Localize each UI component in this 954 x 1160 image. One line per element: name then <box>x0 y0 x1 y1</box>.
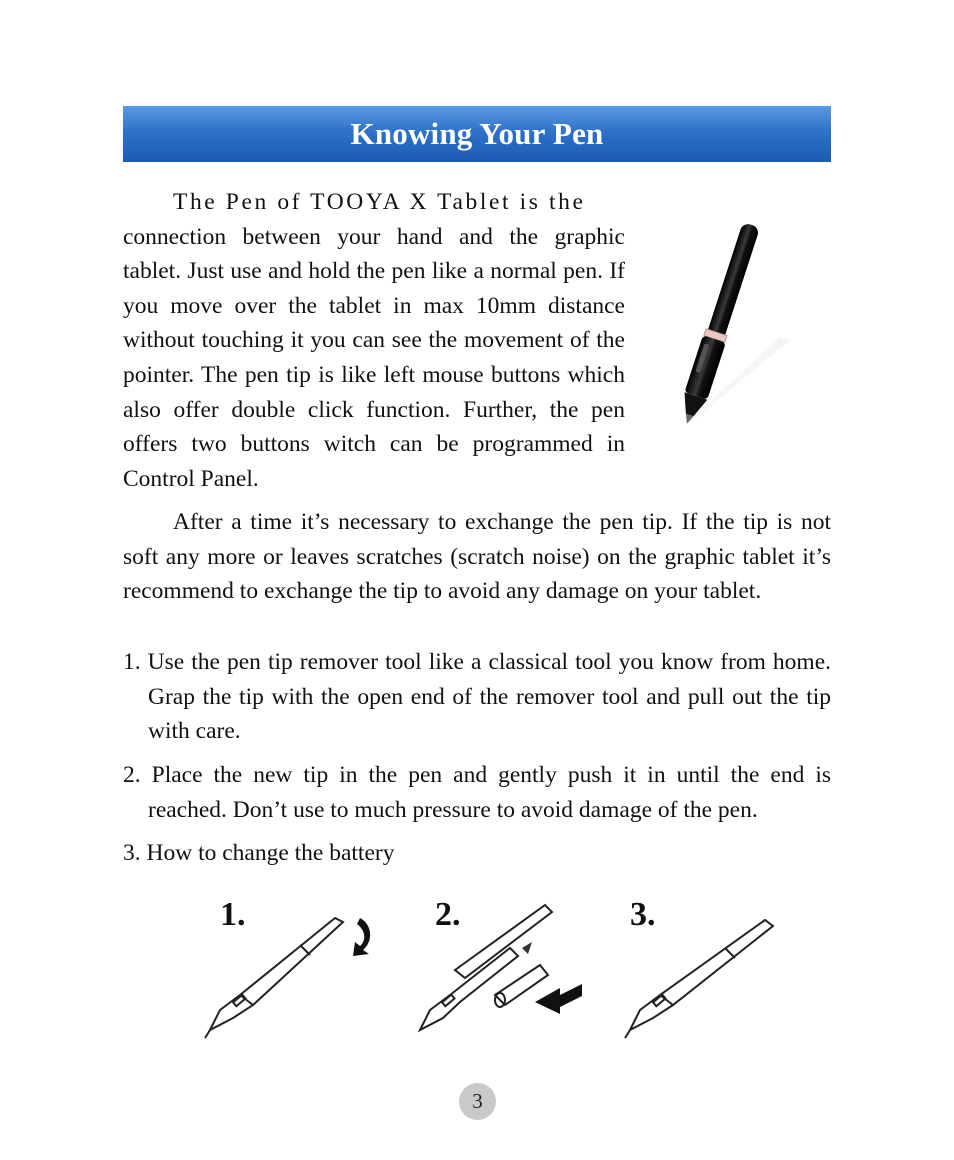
stylus-pen-photo-icon <box>660 215 795 440</box>
list-item <box>123 836 831 871</box>
battery-step-3 <box>615 890 815 1050</box>
intro-body: connection between your hand and the graphic tablet. Just use and hold the pen like a normal pen. If you move over the tablet in max 10mm distance without touching it you can see the movement of the pointer. The pen tip is like left mouse buttons which also offer double click function. Further, the pen offers two buttons witch can be programmed in Control Panel. <box>123 223 625 492</box>
tip-exchange-text: After a time it’s necessary to exchange the pen tip. If the tip is not soft any more or leaves scratches (scratch noise) on the graphic tablet it’s recommend to exchange the tip to avoid any damage on your tablet. <box>123 509 831 605</box>
section-banner <box>123 106 831 162</box>
list-item-text: 1. Use the pen tip remover tool like a classical tool you know from home. Grap the tip with the open end of the remover tool and pull out the tip with care. <box>123 649 831 745</box>
page-number: 3 <box>472 1089 483 1113</box>
step-number: 1. <box>220 896 246 933</box>
list-item-text: 2. Place the new tip in the pen and gently push it in until the end is reached. Don’t use to much pressure to avoid damage of the pen. <box>123 762 831 823</box>
tip-exchange-paragraph <box>123 505 831 609</box>
intro-first-line: The Pen of TOOYA X Tablet is the <box>173 189 586 215</box>
battery-steps-figure <box>195 890 795 1050</box>
list-item <box>123 645 831 749</box>
battery-step-1 <box>195 890 395 1050</box>
step-number: 3. <box>630 896 656 933</box>
list-item-text: 3. How to change the battery <box>123 840 395 866</box>
battery-step-2 <box>410 890 610 1050</box>
page-title: Knowing Your Pen <box>350 116 604 151</box>
page-number-badge <box>459 1083 496 1120</box>
step-number: 2. <box>435 896 461 933</box>
list-item <box>123 758 831 827</box>
intro-paragraph <box>123 185 625 496</box>
